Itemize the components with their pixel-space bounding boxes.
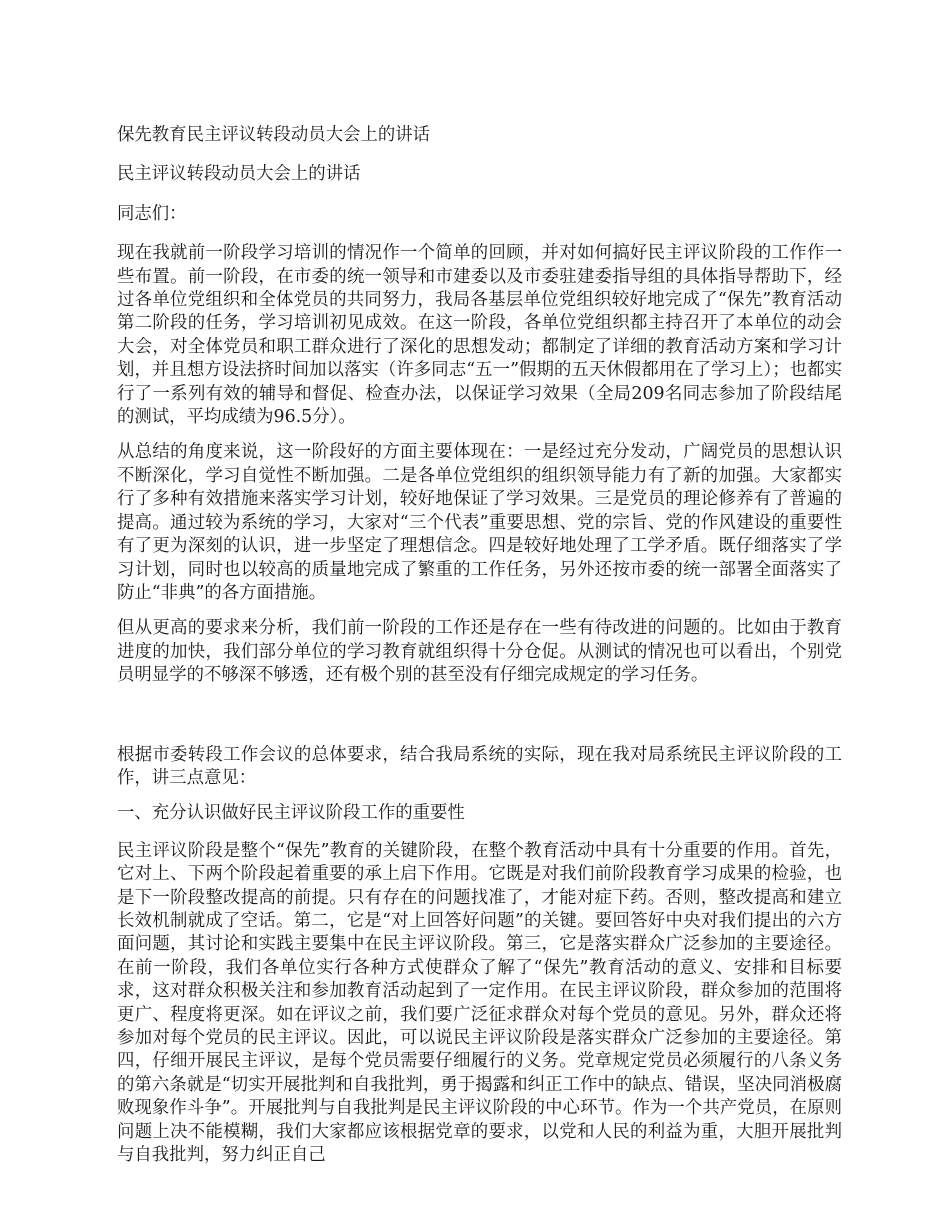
- salutation: 同志们：: [117, 203, 187, 224]
- section-heading: 一、充分认识做好民主评议阶段工作的重要性: [117, 803, 465, 824]
- document-subtitle: 民主评议转段动员大会上的讲话: [117, 164, 361, 185]
- paragraph-intro: 根据市委转段工作会议的总体要求，结合我局系统的实际，现在我对局系统民主评议阶段的工作，讲三点意见：: [117, 744, 842, 788]
- blank-spacer: [117, 700, 842, 744]
- paragraph-section-body: 民主评议阶段是整个“保先”教育的关键阶段，在整个教育活动中具有十分重要的作用。首先，它对上、下两个阶段起着重要的承上启下作用。它既是对我们前阶段教育学习成果的检验，也是下一阶段整改提高的前提。只有存在的问题找准了，才能对症下药。否则，整改提高和建立长效机制就成了空话。第二，它是“对上回答好问题”的关键。要回答好中央对我们提出的六方面问题，其讨论和实践主要集中在民主评议阶段。第三，它是落实群众广泛参加的主要途径。在前一阶段，我们各单位实行各种方式使群众了解了“保先”教育活动的意义、安排和目标要求，这对群众积极关注和参加教育活动起到了一定作用。在民主评议阶段，群众参加的范围将更广、程度将更深。如在评议之前，我们要广泛征求群众对每个党员的意见。另外，群众还将参加对每个党员的民主评议。因此，可以说民主评议阶段是落实群众广泛参加的主要途径。第四，仔细开展民主评议，是每个党员需要仔细履行的义务。党章规定党员必须履行的八条义务的第六条就是“切实开展批判和自我批判，勇于揭露和纠正工作中的缺点、错误，坚决同消极腐败现象作斗争”。开展批判与自我批判是民主评议阶段的中心环节。作为一个共产党员，在原则问题上决不能模糊，我们大家都应该根据党章的要求，以党和人民的利益为重，大胆开展批判与自我批判，努力纠正自己: [117, 840, 842, 1166]
- paragraph-problems: 但从更高的要求来分析，我们前一阶段的工作还是存在一些有待改进的问题的。比如由于教育进度的加快，我们部分单位的学习教育就组织得十分仓促。从测试的情况也可以看出，个别党员明显学的不够深不够透，还有极个别的甚至没有仔细完成规定的学习任务。: [117, 618, 842, 686]
- paragraph-review: 现在我就前一阶段学习培训的情况作一个简单的回顾，并对如何搞好民主评议阶段的工作作一些布置。前一阶段，在市委的统一领导和市建委以及市委驻建委指导组的具体指导帮助下，经过各单位党组织和全体党员的共同努力，我局各基层单位党组织较好地完成了“保先”教育活动第二阶段的任务，学习培训初见成效。在这一阶段，各单位党组织都主持召开了本单位的动会大会，对全体党员和职工群众进行了深化的思想发动；都制定了详细的教育活动方案和学习计划，并且想方设法挤时间加以落实（许多同志“五一”假期的五天休假都用在了学习上）；也都实行了一系列有效的辅导和督促、检查办法，以保证学习效果（全局209名同志参加了阶段结尾的测试，平均成绩为96.5分）。: [117, 243, 842, 428]
- paragraph-summary: 从总结的角度来说，这一阶段好的方面主要体现在：一是经过充分发动，广阔党员的思想认识不断深化，学习自觉性不断加强。二是各单位党组织的组织领导能力有了新的加强。大家都实行了多种有效措施来落实学习计划，较好地保证了学习效果。三是党员的理论修养有了普遍的提高。通过较为系统的学习，大家对“三个代表”重要思想、党的宗旨、党的作风建设的重要性有了更为深刻的认识，进一步坚定了理想信念。四是较好地处理了工学矛盾。既仔细落实了学习计划，同时也以较高的质量地完成了繁重的工作任务，另外还按市委的统一部署全面落实了防止“非典”的各方面措施。: [117, 442, 842, 603]
- document-title: 保先教育民主评议转段动员大会上的讲话: [117, 125, 431, 145]
- document-body: [117, 124, 842, 1179]
